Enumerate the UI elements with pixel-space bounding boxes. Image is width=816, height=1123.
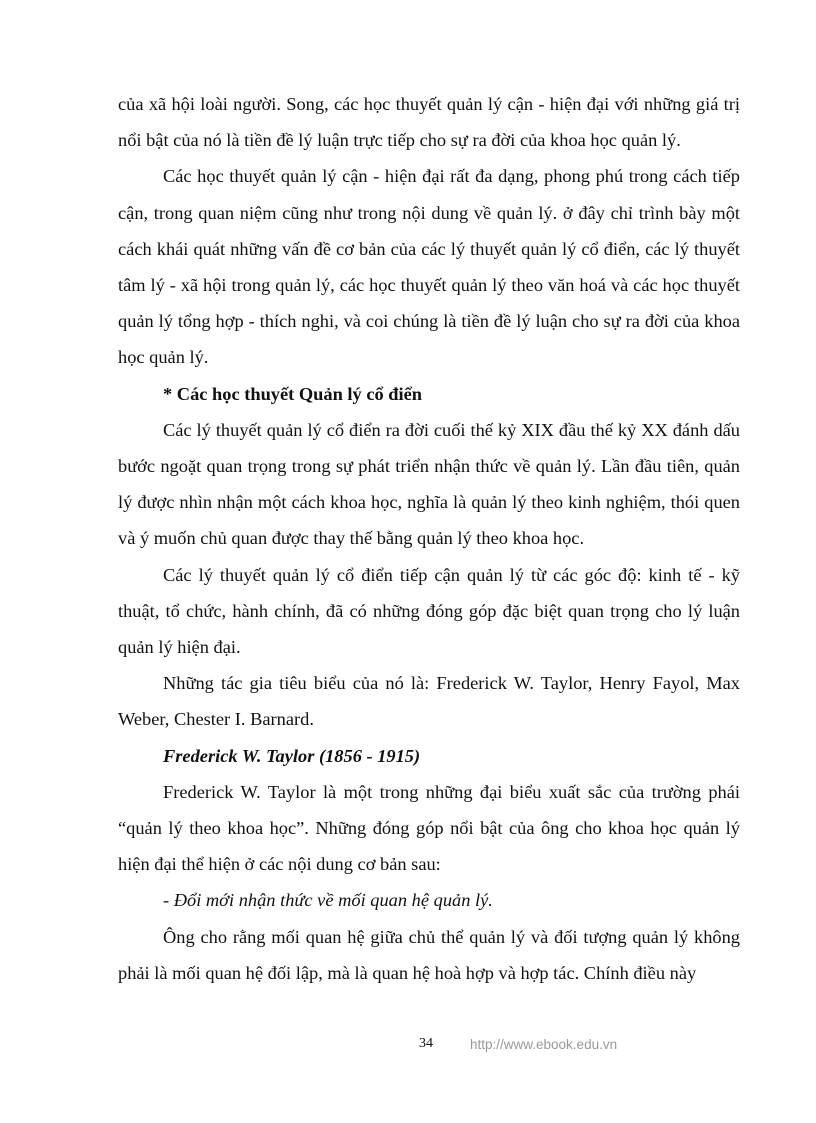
page-footer: [0, 1036, 816, 1058]
paragraph-classical-approach: Các lý thuyết quản lý cổ điển tiếp cận quản lý từ các góc độ: kinh tế - kỹ thuật, tổ chức, hành chính, đã có những đóng góp đặc biệt quan trọng cho lý luận quản lý hiện đại.: [118, 564, 740, 658]
page-number: 34: [419, 1036, 433, 1051]
paragraph-overview: Các học thuyết quản lý cận - hiện đại rất đa dạng, phong phú trong cách tiếp cận, trong quan niệm cũng như trong nội dung về quản lý. ở đây chỉ trình bày một cách khái quát những vấn đề cơ bản của các lý thuyết quản lý cổ điển, các lý thuyết tâm lý - xã hội trong quản lý, các học thuyết quản lý theo văn hoá và các học thuyết quản lý tổng hợp - thích nghi, và coi chúng là tiền đề lý luận cho sự ra đời của khoa học quản lý.: [118, 166, 740, 368]
page-body: [118, 86, 740, 991]
italic-subheading: - Đổi mới nhận thức về mối quan hệ quản lý.: [163, 890, 493, 911]
paragraph-authors: Những tác gia tiêu biểu của nó là: Frederick W. Taylor, Henry Fayol, Max Weber, Chester I. Barnard.: [118, 673, 740, 730]
paragraph-continuation: của xã hội loài người. Song, các học thuyết quản lý cận - hiện đại với những giá trị nổi bật của nó là tiền đề lý luận trực tiếp cho sự ra đời của khoa học quản lý.: [118, 94, 740, 151]
subsection-heading-taylor: Frederick W. Taylor (1856 - 1915): [163, 745, 421, 766]
footer-url: http://www.ebook.edu.vn: [470, 1037, 618, 1052]
paragraph-relationship: Ông cho rằng mối quan hệ giữa chủ thể quản lý và đối tượng quản lý không phải là mối quan hệ đối lập, mà là quan hệ hoà hợp và hợp tác. Chính điều này: [118, 926, 740, 983]
paragraph-classical-intro: Các lý thuyết quản lý cổ điển ra đời cuối thế kỷ XIX đầu thế kỷ XX đánh dấu bước ngoặt quan trọng trong sự phát triển nhận thức về quản lý. Lần đầu tiên, quản lý được nhìn nhận một cách khoa học, nghĩa là quản lý theo kinh nghiệm, thói quen và ý muốn chủ quan được thay thế bằng quản lý theo khoa học.: [118, 419, 740, 549]
paragraph-taylor-intro: Frederick W. Taylor là một trong những đại biểu xuất sắc của trường phái “quản lý theo khoa học”. Những đóng góp nổi bật của ông cho khoa học quản lý hiện đại thể hiện ở các nội dung cơ bản sau:: [118, 781, 740, 875]
section-heading-classical: * Các học thuyết Quản lý cổ điển: [163, 383, 423, 404]
